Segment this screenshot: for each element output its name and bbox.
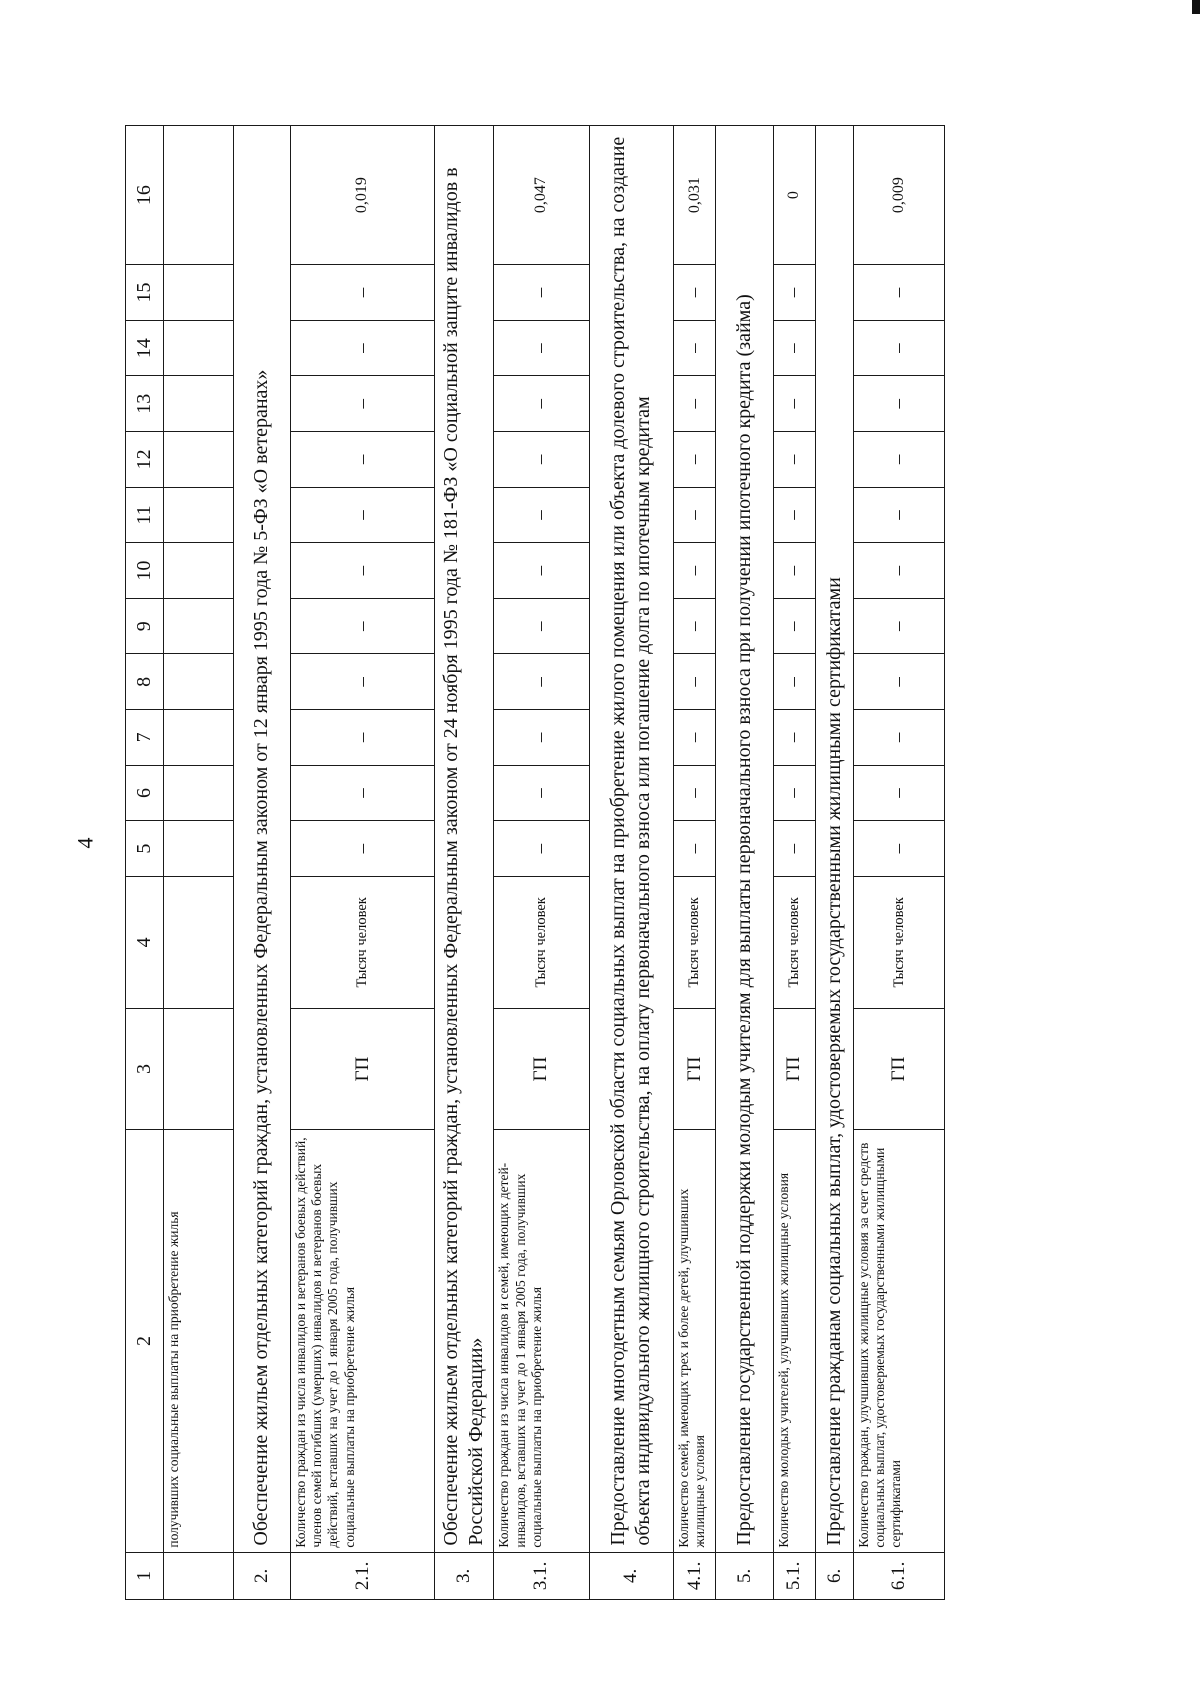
dash-cell: – [773,543,815,599]
header-cell: 5 [126,821,164,877]
indicator-number: 5.1. [773,1552,815,1599]
indicator-text: Количество граждан из числа инвалидов и ветеранов боевых действий, членов семей погибших (умерших) инвалидов и ветеранов боевых действий, вставших на учет до 1 января 2005 года, получивших социальные выплаты на приобретение жилья [291,1130,435,1552]
dash-cell: – [291,487,435,543]
header-cell: 6 [126,765,164,821]
dash-cell: – [773,487,815,543]
indicator-unit: Тысяч человек [773,876,815,1008]
header-cell: 16 [126,126,164,265]
dash-cell: – [291,598,435,654]
indicator-row [773,126,815,1600]
indicator-code: ГП [853,1008,944,1130]
indicator-text: Количество граждан из числа инвалидов и семей, имеющих детей-инвалидов, вставших на учет до 1 января 2005 года, получивших социальные выплаты на приобретение жилья [494,1130,589,1552]
dash-cell: – [674,654,716,710]
indicator-value: 0,047 [494,126,589,265]
dash-cell: – [291,265,435,321]
empty-cell [164,710,234,766]
continuation-text: получивших социальные выплаты на приобретение жилья [164,1130,234,1552]
dash-cell: – [773,598,815,654]
header-cell: 12 [126,432,164,488]
empty-cell [164,598,234,654]
empty-cell [164,543,234,599]
section-number: 6. [815,1552,853,1599]
dash-cell: – [494,265,589,321]
dash-cell: – [674,821,716,877]
dash-cell: – [291,376,435,432]
dash-cell: – [853,654,944,710]
header-cell: 1 [126,1552,164,1599]
indicator-row [853,126,944,1600]
dash-cell: – [494,376,589,432]
dash-cell: – [291,432,435,488]
dash-cell: – [853,765,944,821]
empty-cell [164,126,234,265]
header-cell: 4 [126,876,164,1008]
indicator-number: 3.1. [494,1552,589,1599]
header-cell: 2 [126,1130,164,1552]
dash-cell: – [674,598,716,654]
dash-cell: – [494,598,589,654]
indicator-code: ГП [674,1008,716,1130]
indicator-value: 0,031 [674,126,716,265]
dash-cell: – [853,487,944,543]
section-number: 4. [589,1552,674,1599]
section-row [815,126,853,1600]
dash-cell: – [494,654,589,710]
scan-corner-mark [1192,0,1200,14]
dash-cell: – [674,432,716,488]
dash-cell: – [773,376,815,432]
dash-cell: – [773,765,815,821]
section-number: 2. [233,1552,290,1599]
dash-cell: – [291,320,435,376]
section-row [233,126,290,1600]
indicators-table [125,125,945,1600]
indicator-value: 0 [773,126,815,265]
dash-cell: – [773,654,815,710]
dash-cell: – [494,765,589,821]
continuation-number-cell [164,1552,234,1599]
dash-cell: – [674,487,716,543]
dash-cell: – [291,543,435,599]
indicator-text: Количество семей, имеющих трех и более детей, улучшивших жилищные условия [674,1130,716,1552]
section-title: Обеспечение жильем отдельных категорий граждан, установленных Федеральным законом от 24 ноября 1995 года № 181-ФЗ «О социальной защите инвалидов в Российской Федерации» [434,126,493,1553]
section-number: 5. [716,1552,773,1599]
header-cell: 15 [126,265,164,321]
indicator-text: Количество граждан, улучшивших жилищные условия за счет средств социальных выплат, удостоверяемых государственными жилищными сертификатами [853,1130,944,1552]
dash-cell: – [773,320,815,376]
indicator-row [494,126,589,1600]
dash-cell: – [773,821,815,877]
dash-cell: – [291,710,435,766]
dash-cell: – [853,821,944,877]
rotated-table-wrapper [125,125,945,1600]
indicator-value: 0,009 [853,126,944,265]
empty-cell [164,876,234,1008]
section-title: Предоставление многодетным семьям Орловской области социальных выплат на приобретение жилого помещения или объекта долевого строительства, на создание объекта индивидуального жилищного строительства, на оплату первоначального взноса или погашение долга по ипотечным кредитам [589,126,674,1553]
dash-cell: – [494,487,589,543]
section-title: Предоставление государственной поддержки молодым учителям для выплаты первоначального взноса при получении ипотечного кредита (займа) [716,126,773,1553]
dash-cell: – [494,710,589,766]
table-body [126,126,945,1600]
header-cell: 9 [126,598,164,654]
dash-cell: – [773,710,815,766]
continuation-row [164,126,234,1600]
dash-cell: – [494,821,589,877]
indicator-code: ГП [773,1008,815,1130]
empty-cell [164,432,234,488]
indicator-row [291,126,435,1600]
header-cell: 7 [126,710,164,766]
section-number: 3. [434,1552,493,1599]
dash-cell: – [853,543,944,599]
dash-cell: – [291,765,435,821]
empty-cell [164,765,234,821]
empty-cell [164,487,234,543]
indicator-number: 4.1. [674,1552,716,1599]
header-cell: 11 [126,487,164,543]
empty-cell [164,320,234,376]
indicator-unit: Тысяч человек [494,876,589,1008]
dash-cell: – [494,543,589,599]
dash-cell: – [674,376,716,432]
indicator-code: ГП [494,1008,589,1130]
dash-cell: – [291,654,435,710]
indicator-row [674,126,716,1600]
dash-cell: – [773,265,815,321]
indicator-code: ГП [291,1008,435,1130]
section-row [589,126,674,1600]
dash-cell: – [494,432,589,488]
dash-cell: – [674,320,716,376]
dash-cell: – [291,821,435,877]
indicator-number: 6.1. [853,1552,944,1599]
empty-cell [164,1008,234,1130]
section-row [434,126,493,1600]
section-title: Обеспечение жильем отдельных категорий граждан, установленных Федеральным законом от 12 января 1995 года № 5-ФЗ «О ветеранах» [233,126,290,1553]
indicator-unit: Тысяч человек [291,876,435,1008]
dash-cell: – [674,265,716,321]
empty-cell [164,654,234,710]
header-row [126,126,164,1600]
dash-cell: – [494,320,589,376]
dash-cell: – [674,543,716,599]
header-cell: 3 [126,1008,164,1130]
dash-cell: – [853,598,944,654]
header-cell: 13 [126,376,164,432]
indicator-unit: Тысяч человек [674,876,716,1008]
section-title: Предоставление гражданам социальных выплат, удостоверяемых государственными жилищными сертификатами [815,126,853,1553]
empty-cell [164,821,234,877]
dash-cell: – [674,710,716,766]
dash-cell: – [853,710,944,766]
indicator-value: 0,019 [291,126,435,265]
dash-cell: – [853,376,944,432]
empty-cell [164,376,234,432]
dash-cell: – [853,265,944,321]
empty-cell [164,265,234,321]
dash-cell: – [674,765,716,821]
header-cell: 14 [126,320,164,376]
header-cell: 8 [126,654,164,710]
dash-cell: – [773,432,815,488]
dash-cell: – [853,432,944,488]
dash-cell: – [853,320,944,376]
page-number: 4 [72,837,98,849]
indicator-text: Количество молодых учителей, улучшивших жилищные условия [773,1130,815,1552]
section-row [716,126,773,1600]
indicator-unit: Тысяч человек [853,876,944,1008]
indicator-number: 2.1. [291,1552,435,1599]
header-cell: 10 [126,543,164,599]
